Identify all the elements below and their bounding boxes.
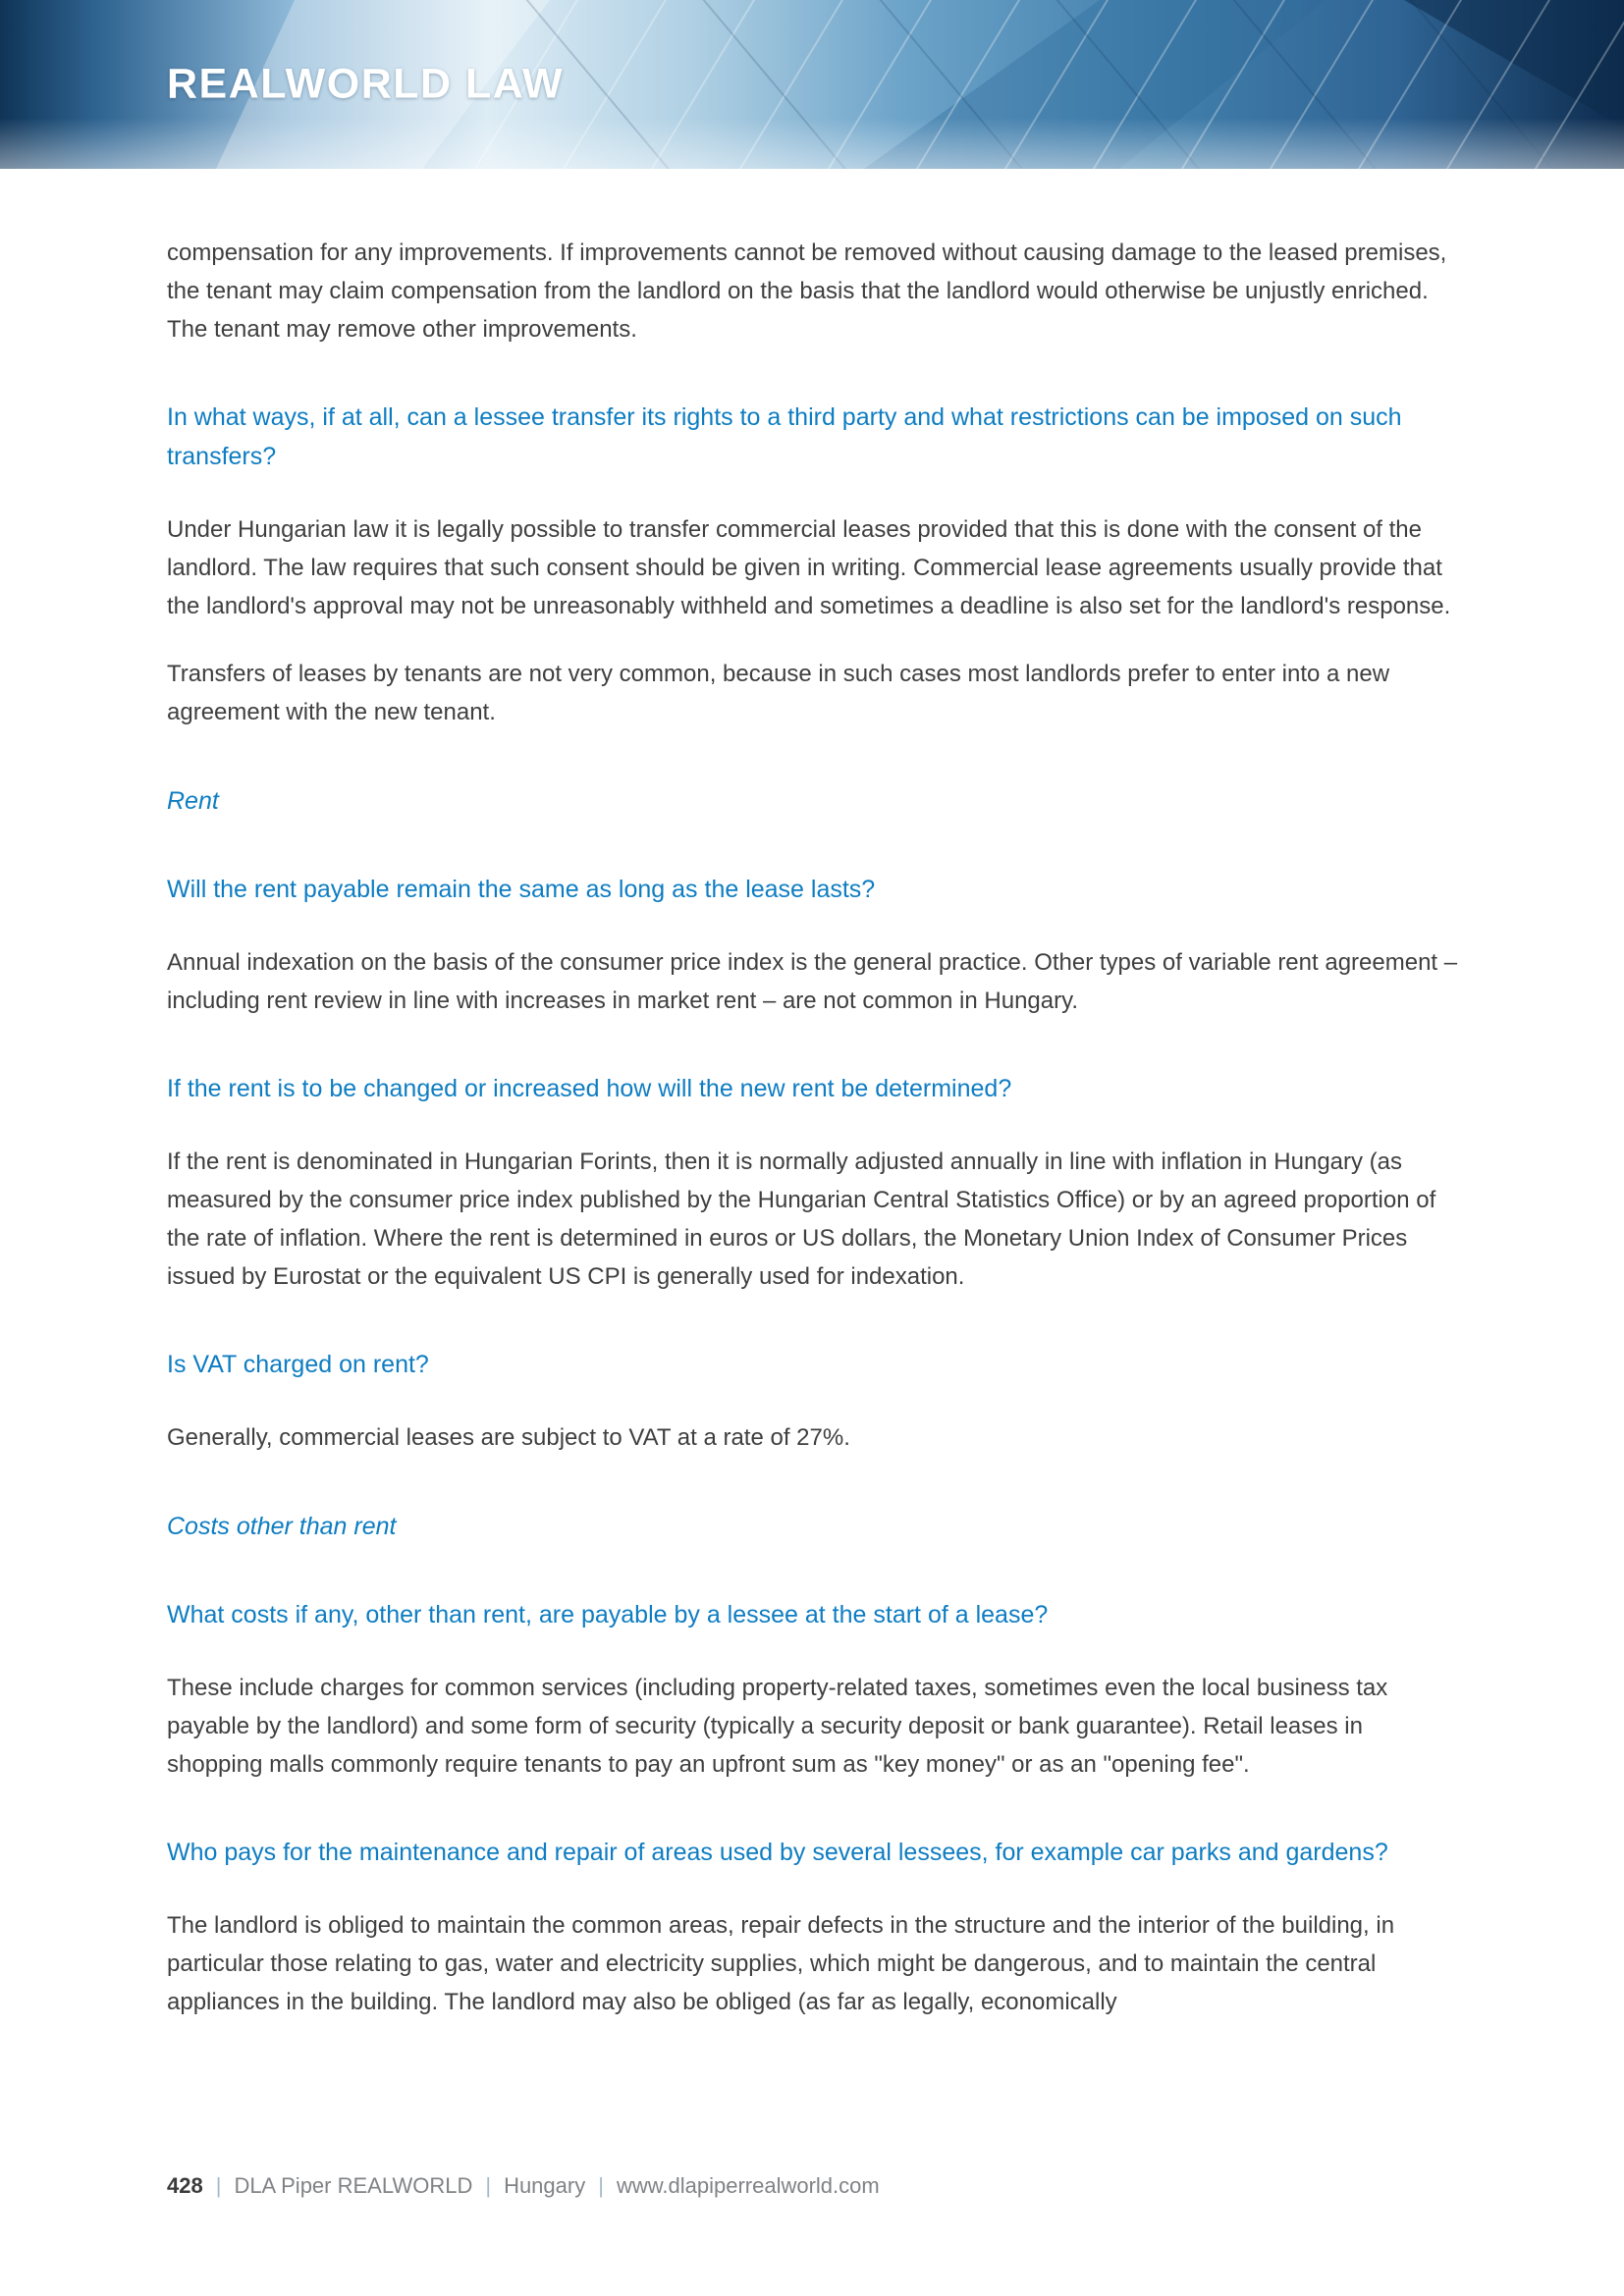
paragraph: Annual indexation on the basis of the consumer price index is the general practice. Other types of variable rent agreement – including rent review in line with increases in market rent – are not common in Hungary.: [167, 949, 1458, 1014]
question-heading: If the rent is to be changed or increased how will the new rent be determined?: [167, 1075, 1012, 1102]
paragraph: These include charges for common services (including property-related taxes, sometimes even the local business tax payable by the landlord) and some form of security (typically a security deposit or bank guarantee). Retail leases in shopping malls commonly require tenants to pay an upfront sum as "key money" or as an "opening fee".: [167, 1675, 1388, 1778]
question-heading: Is VAT charged on rent?: [167, 1351, 429, 1378]
page-header: [0, 0, 1624, 169]
paragraph: compensation for any improvements. If improvements cannot be removed without causing damage to the leased premises, the tenant may claim compensation from the landlord on the basis that the landlord would otherwise be unjustly enriched. The tenant may remove other improvements.: [167, 240, 1447, 343]
paragraph: Transfers of leases by tenants are not very common, because in such cases most landlords prefer to enter into a new agreement with the new tenant.: [167, 661, 1390, 725]
page-footer: [167, 2173, 880, 2199]
footer-separator: |: [215, 2173, 222, 2198]
paragraph: If the rent is denominated in Hungarian Forints, then it is normally adjusted annually in line with inflation in Hungary (as measured by the consumer price index published by the Hungarian Central Statistics Office) or by an agreed proportion of the rate of inflation. Where the rent is determined in euros or US dollars, the Monetary Union Index of Consumer Prices issued by Eurostat or the equivalent US CPI is generally used for indexation.: [167, 1148, 1436, 1290]
footer-separator: |: [485, 2173, 492, 2198]
paragraph: Under Hungarian law it is legally possible to transfer commercial leases provided that this is done with the consent of the landlord. The law requires that such consent should be given in writing. Commercial lease agreements usually provide that the landlord's approval may not be unreasonably withheld and sometimes a deadline is also set for the landlord's response.: [167, 516, 1451, 619]
footer-country: Hungary: [504, 2173, 586, 2198]
page-title: REALWORLD LAW: [167, 60, 565, 108]
paragraph: The landlord is obliged to maintain the common areas, repair defects in the structure and the interior of the building, in particular those relating to gas, water and electricity supplies, which might be dangerous, and to maintain the central appliances in the building. The landlord may also be obliged (as far as legally, economically: [167, 1912, 1395, 2015]
document-content: [0, 169, 1624, 2021]
section-heading: Rent: [167, 787, 219, 815]
section-heading: Costs other than rent: [167, 1513, 397, 1540]
question-heading: What costs if any, other than rent, are payable by a lessee at the start of a lease?: [167, 1601, 1049, 1629]
footer-separator: |: [598, 2173, 604, 2198]
question-heading: Will the rent payable remain the same as long as the lease lasts?: [167, 876, 876, 903]
footer-brand: DLA Piper REALWORLD: [234, 2173, 473, 2198]
footer-url: www.dlapiperrealworld.com: [616, 2173, 880, 2198]
question-heading: Who pays for the maintenance and repair of areas used by several lessees, for example car parks and gardens?: [167, 1839, 1388, 1866]
question-heading: In what ways, if at all, can a lessee transfer its rights to a third party and what restrictions can be imposed on such transfers?: [167, 403, 1402, 470]
page-number: 428: [167, 2173, 203, 2198]
paragraph: Generally, commercial leases are subject to VAT at a rate of 27%.: [167, 1424, 850, 1451]
